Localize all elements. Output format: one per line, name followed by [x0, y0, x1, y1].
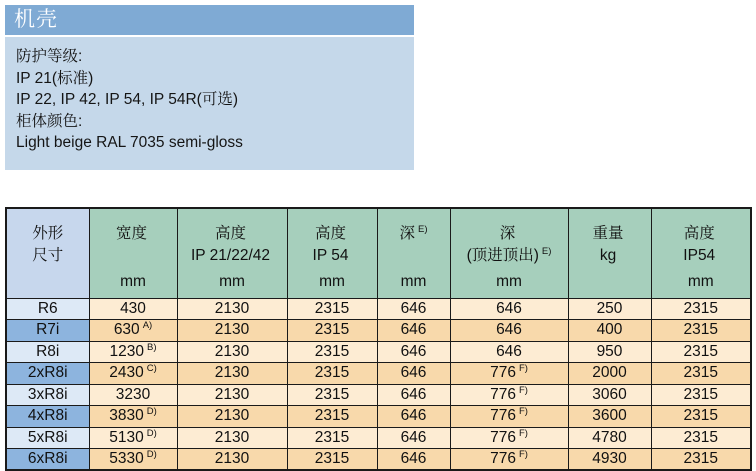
info-line-color-value: Light beige RAL 7035 semi-gloss: [16, 134, 243, 151]
dimensions-table: [5, 207, 752, 471]
table-row: [6, 406, 751, 428]
table-cell: 2315: [287, 449, 377, 471]
table-cell: 2000: [568, 363, 651, 385]
footnote-marker: F): [518, 363, 528, 375]
header-line: kg: [599, 247, 617, 264]
table-cell: 2315: [651, 298, 751, 320]
col-header-height-ip212242: [177, 208, 287, 298]
col-header-depth: [377, 208, 450, 298]
table-cell: 776 $^{F)}$: [450, 363, 568, 385]
table-row: [6, 320, 751, 342]
frame-size-label: R8i: [6, 341, 89, 363]
footnote-marker: D): [146, 427, 157, 439]
header-unit: mm: [219, 273, 245, 290]
table-cell: 2315: [287, 384, 377, 406]
table-cell: 630 $^{A)}$: [89, 320, 177, 342]
table-cell: 2430 $^{C)}$: [89, 363, 177, 385]
table-cell: 400: [568, 320, 651, 342]
table-cell: 250: [568, 298, 651, 320]
frame-size-label: 2xR8i: [6, 363, 89, 385]
header-line: IP 21/22/42: [190, 247, 270, 264]
col-header-height-ip54-right: [651, 208, 751, 298]
table-cell: 1230 $^{B)}$: [89, 341, 177, 363]
table-cell: 2315: [651, 320, 751, 342]
table-row: [6, 363, 751, 385]
header-row: [6, 208, 751, 298]
table-cell: 2130: [177, 298, 287, 320]
table-cell: 3600: [568, 406, 651, 428]
header-line: 深: [499, 225, 516, 242]
table-cell: 646: [450, 298, 568, 320]
header-line: 深 $^{E)}$: [399, 223, 428, 242]
footnote-marker: F): [518, 448, 528, 460]
table-cell: 646: [377, 363, 450, 385]
table-cell: 2130: [177, 406, 287, 428]
table-cell: 646: [377, 406, 450, 428]
table-cell: 430: [89, 298, 177, 320]
table-cell: 2315: [287, 341, 377, 363]
footnote-marker: A): [142, 320, 153, 332]
table-cell: 2315: [651, 406, 751, 428]
section-title: 机壳: [14, 8, 58, 31]
info-line-protection-label: 防护等级:: [16, 48, 83, 65]
header-line: [90, 245, 177, 267]
footnote-marker: F): [518, 384, 528, 396]
header-line: [378, 245, 450, 267]
table-cell: 646: [377, 320, 450, 342]
footnote-marker: D): [146, 406, 157, 418]
footnote-marker: F): [518, 427, 528, 439]
header-line: 高度: [314, 225, 346, 242]
header-unit: mm: [687, 273, 714, 290]
col-header-depth-top-entry-exit: [450, 208, 568, 298]
table-row: [6, 341, 751, 363]
table-cell: 2315: [651, 384, 751, 406]
footnote-marker: E): [418, 223, 428, 235]
table-row: [6, 427, 751, 449]
col-header-height-ip54: [287, 208, 377, 298]
header-unit: mm: [496, 273, 522, 290]
table-cell: 2130: [177, 341, 287, 363]
table-cell: 646: [450, 320, 568, 342]
table-cell: 950: [568, 341, 651, 363]
header-line: 重量: [592, 225, 624, 242]
footnote-marker: D): [146, 448, 157, 460]
footnote-marker: E): [541, 245, 552, 257]
header-unit: mm: [400, 273, 427, 290]
table-cell: 4930: [568, 449, 651, 471]
footnote-marker: F): [518, 406, 528, 418]
table-cell: 2315: [287, 298, 377, 320]
col-header-frame-size: [6, 208, 89, 298]
header-line: (顶进顶出) $^{E)}$: [466, 245, 552, 264]
table-cell: 2130: [177, 363, 287, 385]
table-row: [6, 449, 751, 471]
frame-size-label: R6: [6, 298, 89, 320]
header-unit: [569, 271, 651, 293]
table-cell: 2315: [287, 427, 377, 449]
table-cell: 646: [377, 341, 450, 363]
table-cell: 646: [377, 298, 450, 320]
header-unit: mm: [319, 273, 345, 290]
table-row: [6, 298, 751, 320]
table-cell: 4780: [568, 427, 651, 449]
col-header-width: [89, 208, 177, 298]
header-line: 尺寸: [32, 247, 64, 264]
header-line: IP 54: [312, 247, 349, 264]
table-cell: 646: [450, 341, 568, 363]
header-unit: mm: [120, 273, 146, 290]
table-cell: 776 $^{F)}$: [450, 449, 568, 471]
table-cell: 2315: [651, 449, 751, 471]
footnote-marker: C): [146, 363, 157, 375]
header-line: 高度: [214, 225, 246, 242]
table-cell: 3830 $^{D)}$: [89, 406, 177, 428]
header-line: [7, 271, 89, 293]
frame-size-label: 4xR8i: [6, 406, 89, 428]
frame-size-label: 3xR8i: [6, 384, 89, 406]
table-cell: 776 $^{F)}$: [450, 406, 568, 428]
table-cell: 5330 $^{D)}$: [89, 449, 177, 471]
col-header-weight: [568, 208, 651, 298]
table-cell: 2315: [651, 341, 751, 363]
frame-size-label: 5xR8i: [6, 427, 89, 449]
table-cell: 2315: [651, 427, 751, 449]
table-cell: 2315: [287, 406, 377, 428]
table-cell: 646: [377, 427, 450, 449]
info-line-color-label: 柜体颜色:: [16, 112, 83, 130]
table-cell: 2130: [177, 320, 287, 342]
table-cell: 776 $^{F)}$: [450, 427, 568, 449]
table-cell: 2130: [177, 427, 287, 449]
section-title-bar: [5, 5, 414, 35]
table-body: [6, 298, 751, 470]
info-line-ip-standard: IP 21(标准): [16, 69, 94, 87]
header-line: 高度: [683, 225, 715, 242]
footnote-marker: B): [146, 341, 157, 353]
table-cell: 2315: [651, 363, 751, 385]
table-cell: 646: [377, 384, 450, 406]
frame-size-label: 6xR8i: [6, 449, 89, 471]
table-cell: 646: [377, 449, 450, 471]
info-line-ip-options: IP 22, IP 42, IP 54, IP 54R(可选): [16, 91, 239, 108]
header-line: 宽度: [115, 225, 147, 242]
table-cell: 5130 $^{D)}$: [89, 427, 177, 449]
table-cell: 2130: [177, 449, 287, 471]
table-cell: 2315: [287, 320, 377, 342]
table-cell: 2130: [177, 384, 287, 406]
table-cell: 3060: [568, 384, 651, 406]
table-cell: 3230: [89, 384, 177, 406]
frame-size-label: R7i: [6, 320, 89, 342]
table-cell: 776 $^{F)}$: [450, 384, 568, 406]
table-cell: 2315: [287, 363, 377, 385]
header-line: IP54: [683, 247, 716, 264]
enclosure-info-box: [5, 37, 414, 170]
table-row: [6, 384, 751, 406]
header-line: 外形: [32, 225, 64, 242]
